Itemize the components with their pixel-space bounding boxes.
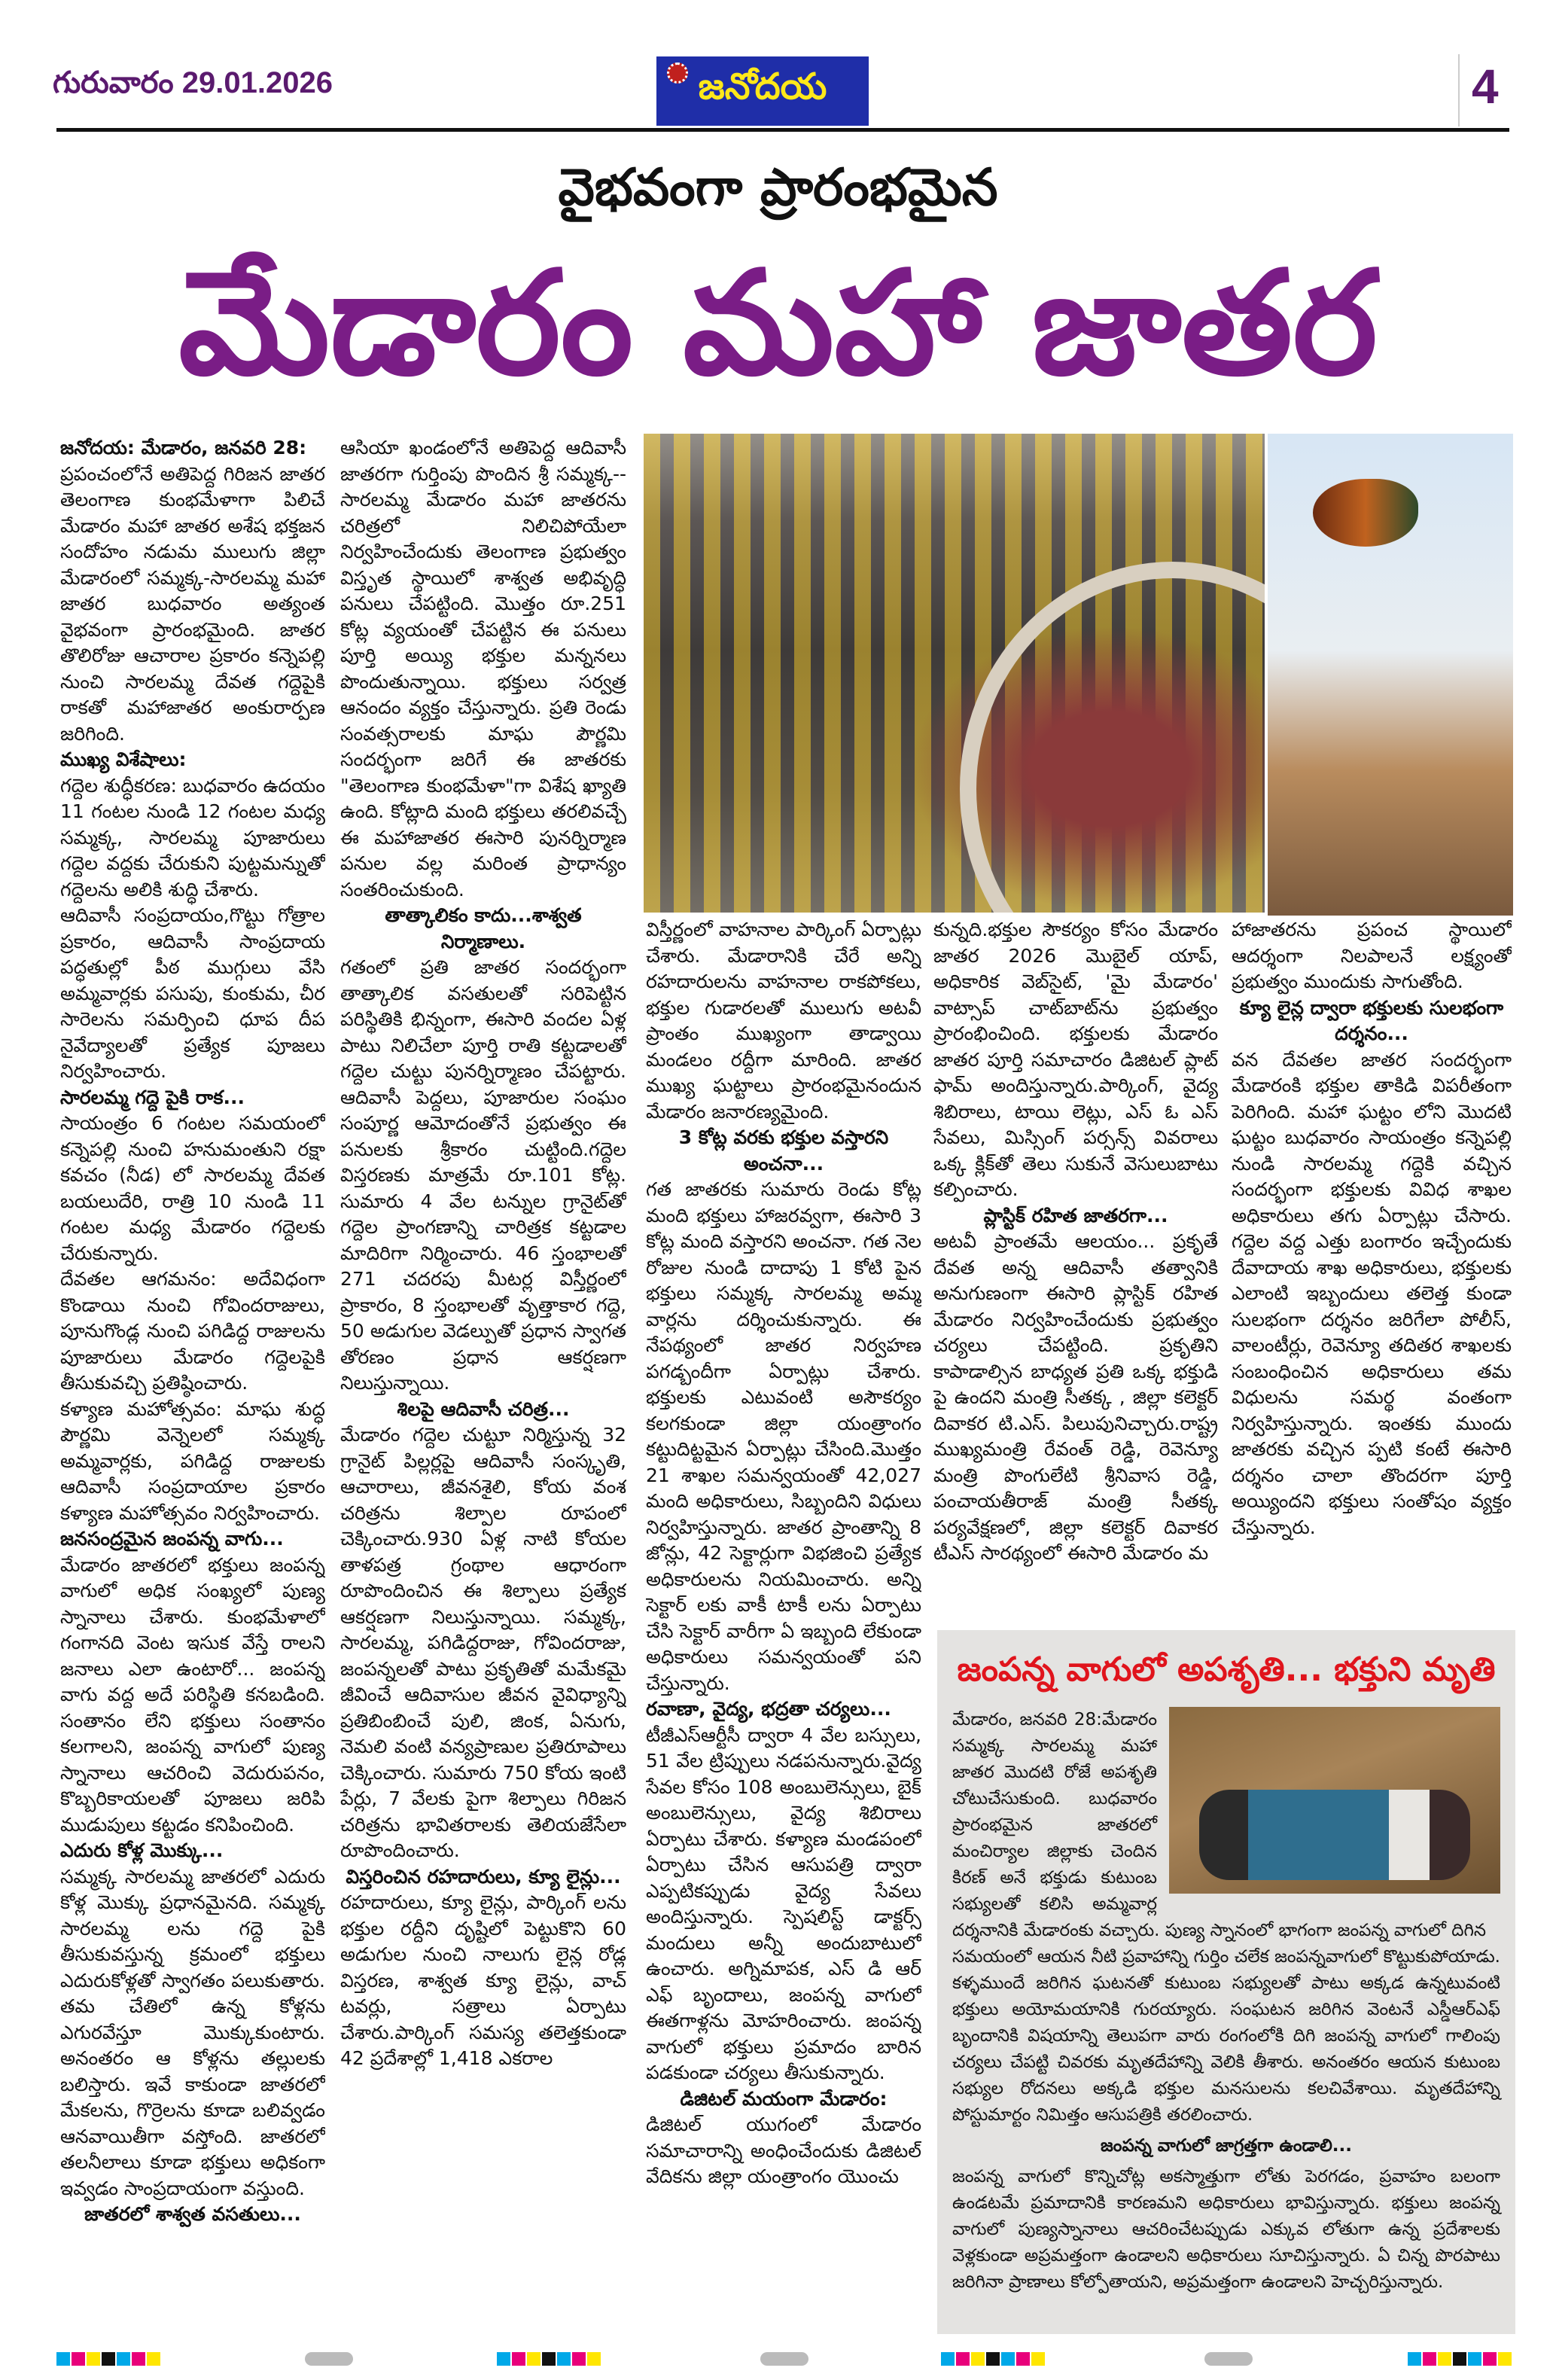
subheading: తాత్కాలికం కాదు...శాశ్వత నిర్మాణాలు. <box>385 904 582 952</box>
paragraph: హాజాతరను ప్రపంచ స్థాయిలో ఆదర్శంగా నిలపాలనే లక్ష్యంతో ప్రభుత్వం ముందుకు సాగుతోంది. <box>1232 919 1512 992</box>
paragraph: సమ్మక్క సారలమ్మ జాతరలో ఎదురు కోళ్ల మొక్కు ప్రధానమైనది. సమ్మక్క సారలమ్మ లను గద్దె పైకి తీసుకువస్తున్న క్రమంలో భక్తులు ఎదురుకోళ్లతో స్వాగతం పలుకుతారు. తమ చేతిలో ఉన్న కోళ్లను ఎగురవేస్తూ మొక్కుకుంటారు. అనంతరం ఆ కోళ్లను తల్లులకు బలిస్తారు. ఇవే కాకుండా జాతరలో మేకలను, గొర్రెలను కూడా బలివ్వడం ఆనవాయితీగా వస్తోంది. జాతరలో తలనీలాలు కూడా భక్తులు అధికంగా ఇవ్వడం సాంప్రదాయంగా వస్తుంది. <box>60 1865 325 2199</box>
paragraph: అటవీ ప్రాంతమే ఆలయం... ప్రకృతే దేవత అన్న ఆదివాసీ తత్వానికి అనుగుణంగా ఈసారి ప్లాస్టిక్ రహిత మేడారం నిర్వహించేందుకు ప్రభుత్వం చర్యలు చేపట్టింది. ప్రకృతిని కాపాడాల్సిన బాధ్యత ప్రతి ఒక్క భక్తుడి పై ఉందని మంత్రి సీతక్క , జిల్లా కలెక్టర్ దివాకర టి.ఎస్. పిలుపునిచ్చారు.రాష్ట్ర ముఖ్యమంత్రి రేవంత్ రెడ్డి, రెవెన్యూ మంత్రి పొంగులేటి శ్రీనివాస రెడ్డి, పంచాయతీరాజ్ మంత్రి సీతక్క పర్యవేక్షణలో, జిల్లా కలెక్టర్ దివాకర టీఎస్ సారథ్యంలో ఈసారి మేడారం మ <box>933 1230 1218 1564</box>
color-bar <box>587 2352 601 2366</box>
subheading: ముఖ్య విశేషాలు: <box>60 748 187 770</box>
color-bar <box>497 2352 510 2366</box>
sidebox-subhead: జంపన్న వాగులో జాగ్రత్తగా ఉండాలి... <box>1100 2136 1353 2156</box>
paragraph: మేడారం గద్దెల చుట్టూ నిర్మిస్తున్న 32 గ్రానైట్ పిల్లర్లపై ఆదివాసీ సంస్కృతి, ఆచారాలు, జీవనశైలి, కోయ వంశ చరిత్రను శిల్పాల రూపంలో చెక్కించారు.930 ఏళ్ల నాటి కోయల తాళపత్ర గ్రంథాల ఆధారంగా రూపొందించిన ఈ శిల్పాలు ప్రత్యేక ఆకర్షణగా నిలుస్తున్నాయి. సమ్మక్క, సారలమ్మ, పగిడిద్దరాజు, గోవిందరాజు, జంపన్నలతో పాటు ప్రకృతితో మమేకమై జీవించే ఆదివాసుల జీవన వైవిధ్యాన్ని ప్రతిబింబించే పులి, జింక, ఏనుగు, నెమలి వంటి వన్యప్రాణుల ప్రతిరూపాలు చెక్కించారు. సుమారు 750 కోయ ఇంటి పేర్లు, 7 వేలకు పైగా శిల్పాలు గిరిజన చరిత్రను భావితరాలకు తెలియజేసేలా రూపొందించారు. <box>340 1424 626 1861</box>
subheading: శిలపై ఆదివాసీ చరిత్ర... <box>397 1397 570 1420</box>
color-bar <box>1438 2352 1451 2366</box>
paragraph: కళ్యాణ మహోత్సవం: మాఘ శుద్ధ పౌర్ణమి వెన్నెలలో సమ్మక్క అమ్మవార్లకు, పగిడిద్ద రాజులకు ఆదివాసీ సంప్రదాయాల ప్రకారం కళ్యాణ మహోత్సవం నిర్వహించారు. <box>60 1397 325 1524</box>
paragraph: టీజీఎస్ఆర్టీసీ ద్వారా 4 వేల బస్సులు, 51 వేల ట్రిప్పులు నడపనున్నారు.వైద్య సేవల కోసం 108 అంబులెన్సులు, బైక్ అంబులెన్సులు, వైద్య శిబిరాలు ఏర్పాటు చేశారు. కళ్యాణ మండపంలో ఏర్పాటు చేసిన ఆసుపత్రి ద్వారా ఎప్పటికప్పుడు వైద్య సేవలు అందిస్తున్నారు. స్పెషలిస్ట్ డాక్టర్స్ మందులు అన్నీ అందుబాటులో ఉంచారు. అగ్నిమాపక, ఎస్ డి ఆర్ ఎఫ్ బృందాలు, జంపన్న వాగులో ఈతగాళ్లను మోహరించారు. జంపన్న వాగులో భక్తులు ప్రమాదం బారిన పడకుండా చర్యలు తీసుకున్నారు. <box>646 1723 921 2083</box>
article-column-1 <box>60 435 325 2340</box>
paragraph: వన దేవతల జాతర సందర్భంగా మేడారంకి భక్తుల తాకిడి విపరీతంగా పెరిగింది. మహా ఘట్టం లోని మొదటి ఘట్టం బుధవారం సాయంత్రం కన్నెపల్లి నుండి సారలమ్మ గద్దెకి వచ్చిన సందర్భంగా భక్తులకు వివిధ శాఖల అధికారులు తగు ఏర్పాట్లు చేసారు. గద్దెల వద్ద ఎత్తు బంగారం ఇచ్చేందుకు దేవాదాయ శాఖ అధికారులు, భక్తులకు ఎలాంటి ఇబ్బందులు తలెత్త కుండా సులభంగా దర్శనం జరిగేలా పోలీస్, వాలంటీర్లు, రెవెన్యూ తదితర శాఖలకు సంబంధించిన అధికారులు తమ విధులను సమర్థ వంతంగా నిర్వహిస్తున్నారు. ఇంతకు ముందు జాతరకు వచ్చిన ప్పటి కంటే ఈసారి దర్శనం చాలా తొందరగా పూర్తి అయ్యిందని భక్తులు సంతోషం వ్యక్తం చేస్తున్నారు. <box>1232 1048 1512 1538</box>
subheading: రవాణా, వైద్య, భద్రతా చర్యలు... <box>646 1698 891 1720</box>
color-bar <box>87 2352 100 2366</box>
newspaper-logo <box>656 56 869 126</box>
page-number: 4 <box>1472 59 1499 114</box>
paragraph: డిజిటల్ యుగంలో మేడారం సమాచారాన్ని అంధించేందుకు డిజిటల్ వేదికను జిల్లా యంత్రాంగం యొంచు <box>646 2113 921 2187</box>
subheading: జనోదయ: మేడారం, జనవరి 28: <box>60 437 307 459</box>
color-bar <box>1016 2352 1030 2366</box>
paragraph: రహదారులు, క్యూ లైన్లు, పార్కింగ్ లను భక్తుల రద్దీని దృష్టిలో పెట్టుకొని 60 అడుగుల నుంచి నాలుగు లైన్ల రోడ్ల విస్తరణ, శాశ్వత క్యూ లైన్లు, వాచ్ టవర్లు, సత్రాలు ఏర్పాటు చేశారు.పార్కింగ్ సమస్య తలెత్తకుండా 42 ప్రదేశాల్లో 1,418 ఎకరాల <box>340 1891 626 2069</box>
divider <box>1458 54 1460 126</box>
color-bar <box>1498 2352 1512 2366</box>
article-column-3 <box>646 917 921 2340</box>
sidebox-body <box>952 1707 1500 2296</box>
color-bar <box>147 2352 160 2366</box>
paragraph: గత జాతరకు సుమారు రెండు కోట్ల మంది భక్తులు హాజరవ్వగా, ఈసారి 3 కోట్ల మంది వస్తారని అంచనా. గత నెల రోజుల నుండి దాదాపు 1 కోటి పైన భక్తులు సమ్మక్క సారలమ్మ అమ్మ వార్లను దర్శించుకున్నారు. ఈ నేపథ్యంలో జాతర నిర్వహణ పగడ్బందీగా ఏర్పాట్లు చేశారు. భక్తులకు ఎటువంటి అసౌకర్యం కలగకుండా జిల్లా యంత్రాంగం కట్టుదిట్టమైన ఏర్పాట్లు చేసింది.మొత్తం 21 శాఖల సమన్వయంతో 42,027 మంది అధికారులు, సిబ్బందిని విధులు నిర్వహిస్తున్నారు. జాతర ప్రాంతాన్ని 8 జోన్లు, 42 సెక్టార్లుగా విభజించి ప్రత్యేక అధికారులను నియమించారు. అన్ని సెక్టార్ లకు వాకీ టాకీ లను ఏర్పాటు చేసి సెక్టార్ వారీగా ఏ ఇబ్బంది లేకుండా అధికారులు సమన్వయంతో పని చేస్తున్నారు. <box>646 1178 921 1694</box>
paragraph: గతంలో ప్రతి జాతర సందర్భంగా తాత్కాలిక వసతులతో సరిపెట్టిన పరిస్థితికి భిన్నంగా, ఈసారి వందల ఏళ్ల పాటు నిలిచేలా పూర్తి రాతి కట్టడాలతో గద్దెల చుట్టు పునర్నిర్మాణం చేపట్టారు. ఆదివాసీ పెద్దలు, పూజారుల సంఘం సంపూర్ణ ఆమోదంతోనే ప్రభుత్వం ఈ పనులకు శ్రీకారం చుట్టింది.గద్దెల విస్తరణకు మాత్రమే రూ.101 కోట్ల. సుమారు 4 వేల టన్నుల గ్రానైట్‌తో గద్దెల ప్రాంగణాన్ని చారిత్రక కట్టడాల మాదిరిగా నిర్మించారు. 46 స్తంభాలతో 271 చదరపు మీటర్ల విస్తీర్ణంలో ప్రాకారం, 8 స్తంభాలతో వృత్తాకార గద్దె, 50 అడుగుల వెడల్పుతో ప్రధాన స్వాగత తోరణం ప్రధాన ఆకర్షణగా నిలుస్తున్నాయి. <box>340 956 626 1394</box>
grey-bar <box>305 2352 353 2366</box>
paragraph: ఆసియా ఖండంలోనే అతిపెద్ద ఆదివాసీ జాతరగా గుర్తింపు పొందిన శ్రీ సమ్మక్క--సారలమ్మ మేడారం మహా జాతరను చరిత్రలో నిలిచిపోయేలా నిర్వహించేందుకు తెలంగాణ ప్రభుత్వం విస్తృత స్థాయిలో శాశ్వత అభివృద్ధి పనులు చేపట్టింది. మొత్తం రూ.251 కోట్ల వ్యయంతో చేపట్టిన ఈ పనులు పూర్తి అయ్యి భక్తుల మన్ననలు పొందుతున్నాయి. భక్తులు సర్వత్ర ఆనందం వ్యక్తం చేస్తున్నారు. ప్రతి రెండు సంవత్సరాలకు మాఘ పౌర్ణమి సందర్భంగా జరిగే ఈ జాతరకు "తెలంగాణ కుంభమేళా"గా విశేష ఖ్యాతి ఉంది. కోట్లాది మంది భక్తులు తరలివచ్చే ఈ మహాజాతర ఈసారి పునర్నిర్మాణ పనుల వల్ల మరింత ప్రాధాన్యం సంతరించుకుంది. <box>340 437 626 900</box>
article-column-5 <box>1232 917 1512 1617</box>
color-bar <box>72 2352 85 2366</box>
paragraph: జంపన్న వాగులో కొన్నిచోట్ల అకస్మాత్తుగా లోతు పెరగడం, ప్రవాహం బలంగా ఉండటమే ప్రమాదానికి కారణమని అధికారులు భావిస్తున్నారు. భక్తులు జంపన్న వాగులో పుణ్యస్నానాలు ఆచరించేటప్పుడు ఎక్కువ లోతుగా ఉన్న ప్రదేశాలకు వెళ్లకుండా అప్రమత్తంగా ఉండాలని అధికారులు సూచిస్తున్నారు. ఏ చిన్న పొరపాటు జరిగినా ప్రాణాలు కోల్పోతాయని, అప్రమత్తంగా ఉండాలని హెచ్చరిస్తున్నారు. <box>952 2167 1500 2292</box>
subheading: జనసంద్రమైన జంపన్న వాగు... <box>60 1528 284 1550</box>
rooster-offering-photo <box>1268 434 1513 916</box>
color-bar <box>557 2352 571 2366</box>
paragraph: సాయంత్రం 6 గంటల సమయంలో కన్నెపల్లి నుంచి హనుమంతుని రక్షా కవచం (నీడ) లో సారలమ్మ దేవత బయలుదేరి, రాత్రి 10 నుండి 11 గంటల మధ్య మేడారం గద్దెలకు చేరుకున్నారు. <box>60 1112 325 1264</box>
color-bar <box>542 2352 556 2366</box>
color-bar <box>102 2352 115 2366</box>
paragraph: కున్నది.భక్తుల సౌకర్యం కోసం మేడారం జాతర 2026 మొబైల్ యాప్, అధికారిక వెబ్‌సైట్, 'మై మేడారం' వాట్సాప్ చాట్‌బాట్‌ను ప్రభుత్వం ప్రారంభించింది. భక్తులకు మేడారం జాతర పూర్తి సమాచారం డిజిటల్ ప్లాట్ ఫామ్ అందిస్తున్నారు.పార్కింగ్, వైద్య శిబిరాలు, టాయి లెట్లు, ఎస్ ఓ ఎస్ సేవలు, మిస్సింగ్ పర్సన్స్ వివరాలు ఒక్క క్లిక్‌తో తెలు సుకునే వెసులుబాటు కల్పించారు. <box>933 919 1218 1200</box>
subheading: 3 కోట్ల వరకు భక్తుల వస్తారని అంచనా... <box>678 1126 889 1175</box>
grey-bar <box>1204 2352 1253 2366</box>
drowned-devotee-photo <box>1169 1707 1500 1894</box>
grey-bar <box>760 2352 808 2366</box>
subheading: డిజిటల్ మయంగా మేడారం: <box>680 2087 888 2110</box>
subheading: ఎదురు కోళ్ల మొక్కు... <box>60 1839 224 1861</box>
color-bar <box>117 2352 130 2366</box>
article-column-4 <box>933 917 1218 1617</box>
color-bar <box>971 2352 985 2366</box>
paragraph: ప్రపంచంలోనే అతిపెద్ద గిరిజన జాతర తెలంగాణ కుంభమేళాగా పిలిచే మేడారం మహా జాతర అశేష భక్తజన సందోహం నడుమ ములుగు జిల్లా మేడారంలో సమ్మక్క-సారలమ్మ మహా జాతర బుధవారం అత్యంత వైభవంగా ప్రారంభమైంది. జాతర తొలిరోజు ఆచారాల ప్రకారం కన్నెపల్లి నుంచి సారలమ్మ దేవత గద్దెపైకి రాకతో మహాజాతర అంకురార్పణ జరిగింది. <box>60 462 325 745</box>
article-column-2 <box>340 435 626 2340</box>
color-bar <box>527 2352 540 2366</box>
paragraph: విస్తీర్ణంలో వాహనాల పార్కింగ్ ఏర్పాట్లు చేశారు. మేడారానికి చేరే అన్ని రహదారులను వాహనాల రాకపోకలు, భక్తుల గుడారలతో ములుగు అటవీ ప్రాంతం ముఖ్యంగా తాడ్వాయి మండలం రద్దీగా మారింది. జాతర ముఖ్య ఘట్టాలు ప్రారంభమైనందున మేడారం జనారణ్యమైంది. <box>646 919 921 1123</box>
logo-text: జనోదయ <box>698 66 827 108</box>
subheading: విస్తరించిన రహదారులు, క్యూ లైన్లు... <box>346 1865 621 1888</box>
color-bar <box>1001 2352 1015 2366</box>
sidebox-title: జంపన్న వాగులో అపశృతి... భక్తుని మృతి <box>957 1650 1496 1689</box>
headline-kicker: వైభవంగా ప్రారంభమైన <box>558 158 998 218</box>
paragraph: ఆదివాసీ సంప్రదాయం,గొట్టు గోత్రాల ప్రకారం, ఆదివాసీ సాంప్రదాయ పద్ధతుల్లో పీఠ ముగ్గులు వేసి అమ్మవార్లకు పసుపు, కుంకుమ, చీర సారెలను సమర్పించి ధూప దీప నైవేద్యాలతో ప్రత్యేక పూజలు నిర్వహించారు. <box>60 904 325 1082</box>
color-bar <box>56 2352 70 2366</box>
crowd-at-gaddelu-photo <box>644 434 1265 913</box>
color-bar <box>1031 2352 1045 2366</box>
headline-title: మేడారం మహా జాతర <box>178 240 1378 407</box>
subheading: జాతరలో శాశ్వత వసతులు... <box>84 2203 301 2225</box>
color-bar <box>956 2352 970 2366</box>
color-bar <box>512 2352 525 2366</box>
paragraph: సమయంలో ఆయన నీటి ప్రవాహాన్ని గుర్తిం చలేక జంపన్నవాగులో కొట్టుకుపోయాడు. కళ్ళముందే జరిగిన ఘటనతో కుటుంబ సభ్యులతో పాటు అక్కడ ఉన్నటువంటి భక్తులు అయోమయానికి గురయ్యారు. సంఘటన జరిగిన వెంటనే ఎస్డీఆర్ఎఫ్ బృందానికి విషయాన్ని తెలుపగా వారు రంగంలోకి దిగి జంపన్న వాగులో గాలింపు చర్యలు చేపట్టి చివరకు మృతదేహాన్ని వెలికి తీశారు. అనంతరం ఆయన కుటుంబ సభ్యుల రోదనలు అక్కడి భక్తుల మనసులను కలచివేశాయి. మృతదేహాన్ని పోస్టుమార్టం నిమిత్తం ఆసుపత్రికి తరలించారు. <box>952 1947 1500 2125</box>
color-bar <box>572 2352 586 2366</box>
subheading: ప్లాస్టిక్ రహిత జాతరగా... <box>983 1204 1168 1227</box>
color-bar <box>1408 2352 1421 2366</box>
paragraph: మేడారం జాతరలో భక్తులు జంపన్న వాగులో అధిక సంఖ్యలో పుణ్య స్నానాలు చేశారు. కుంభమేళాలో గంగానది వెంట ఇసుక వేస్తే రాలని జనాలు ఎలా ఉంటారో... జంపన్న వాగు వద్ద అదే పరిస్థితి కనబడింది. సంతానం లేని భక్తులు సంతానం కలగాలని, జంపన్న వాగులో పుణ్య స్నానాలు ఆచరించి వెదురుపనం, కొబ్బరికాయలతో పూజలు జరిపి ముడుపులు కట్టడం కనిపించింది. <box>60 1553 325 1836</box>
color-bar <box>1483 2352 1497 2366</box>
subheading: సారలమ్మ గద్దె పైకి రాక... <box>60 1086 245 1108</box>
paragraph: గద్దెల శుద్ధీకరణ: బుధవారం ఉదయం 11 గంటల నుండి 12 గంటల మధ్య సమ్మక్క, సారలమ్మ పూజారులు గద్దెల వద్దకు చేరుకుని పుట్టమన్నుతో గద్దెలను అలికి శుద్ధి చేశారు. <box>60 774 325 900</box>
paragraph: మేడారం, జనవరి 28:మేడారం సమ్మక్క సారలమ్మ మహా జాతర మొదటి రోజే అపశృతి చోటుచేసుకుంది. బుధవారం ప్రారంభమైన జాతరలో మంచిర్యాల జిల్లాకు చెందిన కిరణ్ అనే భక్తుడు కుటుంబ సభ్యులతో కలిసి అమ్మవార్ల దర్శనానికి మేడారంకు వచ్చారు. పుణ్య స్నానంలో భాగంగా జంపన్న వాగులో దిగిన <box>952 1710 1487 1940</box>
sidebox <box>937 1630 1515 2334</box>
header-rule <box>56 128 1509 132</box>
color-bar <box>1468 2352 1481 2366</box>
color-bar <box>986 2352 1000 2366</box>
color-bar <box>1453 2352 1466 2366</box>
color-bar <box>1423 2352 1436 2366</box>
color-bar <box>132 2352 145 2366</box>
color-bar <box>941 2352 955 2366</box>
logo-sun-icon <box>667 62 688 84</box>
subheading: క్యూ లైన్ల ద్వారా భక్తులకు సులభంగా దర్శనం... <box>1239 996 1504 1044</box>
issue-date: గురువారం 29.01.2026 <box>53 66 333 99</box>
paragraph: దేవతల ఆగమనం: అదేవిధంగా కొండాయి నుంచి గోవిందరాజులు, పూనుగొండ్ల నుంచి పగిడిద్ద రాజులను పూజారులు మేడారం గద్దెలపైకి తీసుకువచ్చి ప్రతిష్ఠించారు. <box>60 1268 325 1394</box>
